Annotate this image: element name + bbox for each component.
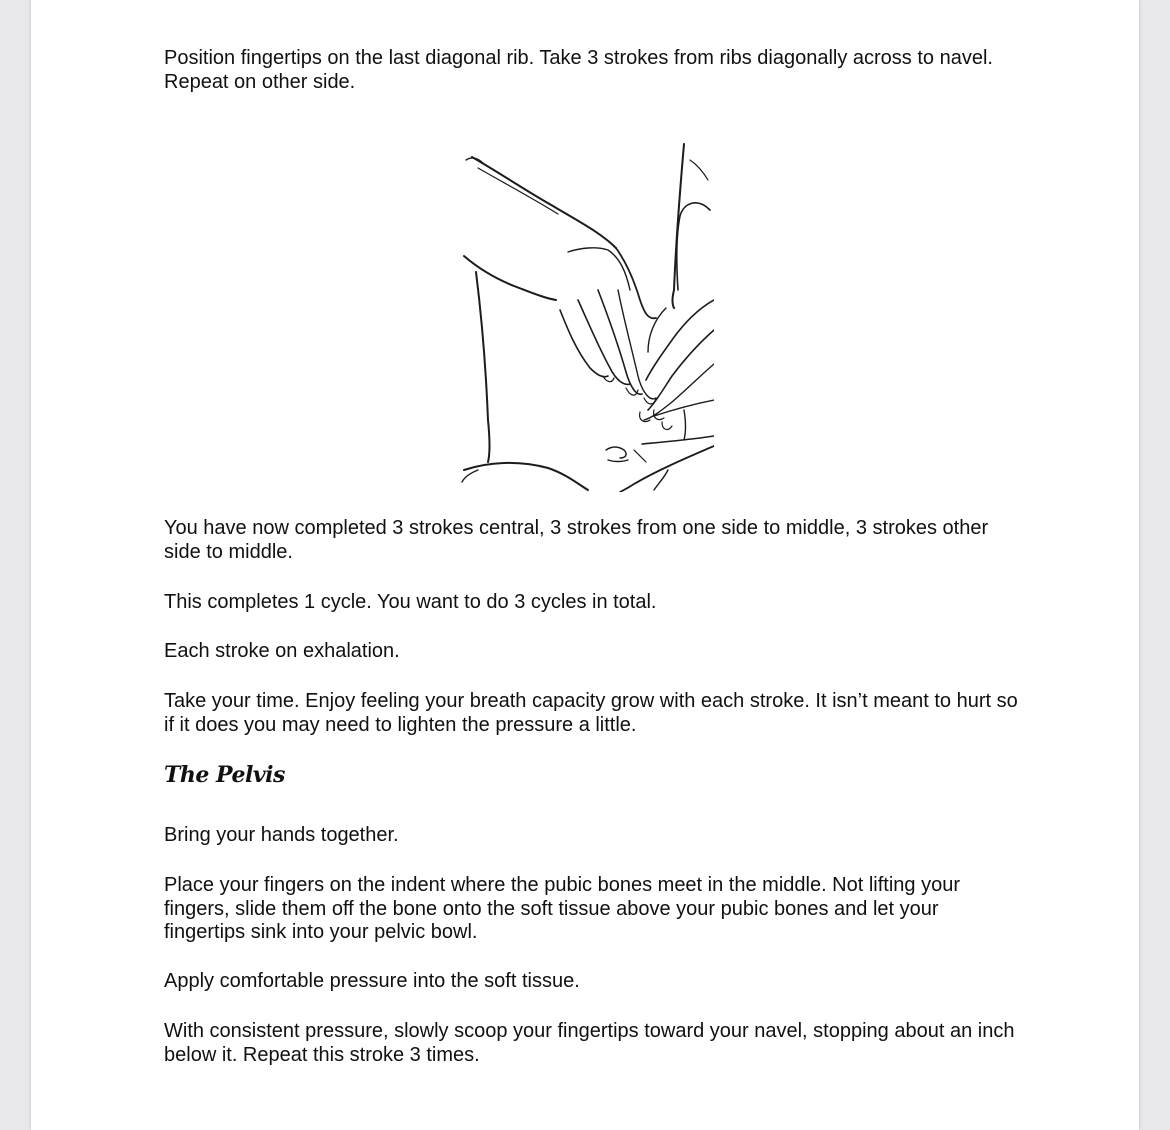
instruction-paragraph-ribs: Position fingertips on the last diagonal rib. Take 3 strokes from ribs diagonally across to navel. Repeat on other side.: [164, 47, 993, 93]
document-page: [31, 0, 1139, 1130]
scoop-paragraph: With consistent pressure, slowly scoop your fingertips toward your navel, stopping about an inch below it. Repeat this stroke 3 times.: [164, 1020, 1015, 1066]
place-fingers-paragraph: Place your fingers on the indent where the pubic bones meet in the middle. Not lifting your fingers, slide them off the bone onto the soft tissue above your pubic bones and let your fingertips sink into your pelvic bowl.: [164, 874, 961, 943]
hands-together-paragraph: Bring your hands together.: [164, 824, 399, 846]
section-heading-pelvis: The Pelvis: [164, 762, 285, 788]
hands-on-abdomen-illustration: [458, 140, 714, 492]
summary-paragraph: You have now completed 3 strokes central, 3 strokes from one side to middle, 3 strokes other side to middle.: [164, 517, 989, 563]
cycle-paragraph: This completes 1 cycle. You want to do 3 cycles in total.: [164, 591, 657, 613]
take-your-time-paragraph: Take your time. Enjoy feeling your breath capacity grow with each stroke. It isn’t meant to hurt so if it does you may need to lighten the pressure a little.: [164, 690, 1018, 736]
exhalation-paragraph: Each stroke on exhalation.: [164, 640, 400, 662]
apply-pressure-paragraph: Apply comfortable pressure into the soft tissue.: [164, 970, 580, 992]
